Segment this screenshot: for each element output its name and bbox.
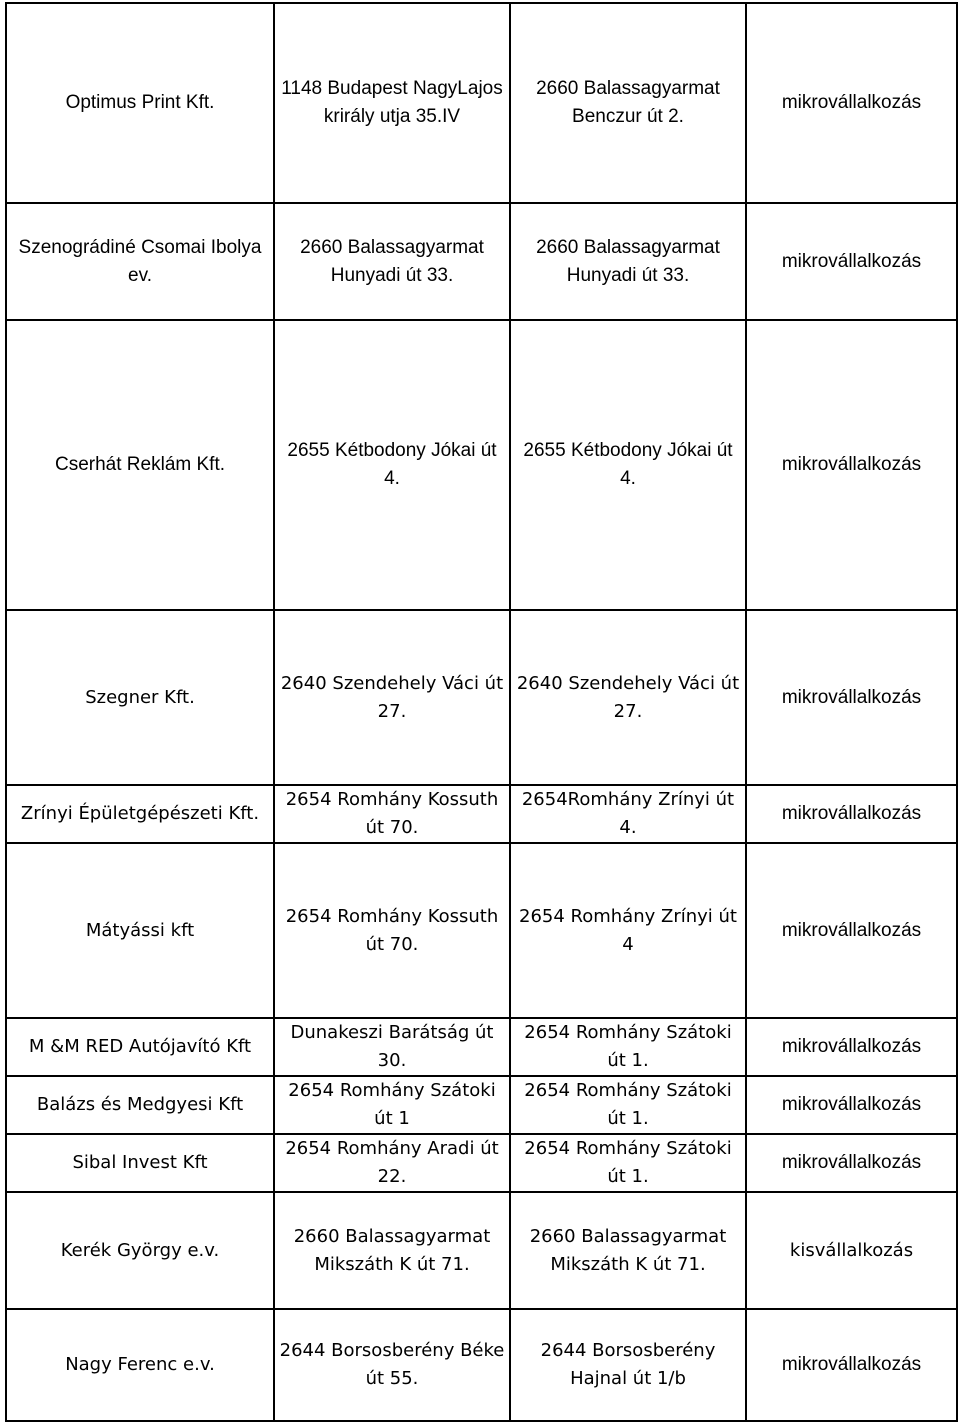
seat-address: 2660 Balassagyarmat Hunyadi út 33.	[274, 203, 510, 320]
table-row	[6, 1309, 957, 1421]
seat-address: 1148 Budapest NagyLajos krirály utja 35.IV	[274, 3, 510, 203]
seat-address: 2654 Romhány Szátoki út 1	[274, 1076, 510, 1134]
table-row	[6, 320, 957, 610]
table-row	[6, 610, 957, 785]
company-name: Mátyássi kft	[6, 843, 274, 1018]
table-row	[6, 1018, 957, 1076]
seat-address: 2660 Balassagyarmat Mikszáth K út 71.	[274, 1192, 510, 1309]
seat-address: 2644 Borsosberény Béke út 55.	[274, 1309, 510, 1421]
site-address: 2654 Romhány Szátoki út 1.	[510, 1134, 746, 1192]
company-name: Zrínyi Épületgépészeti Kft.	[6, 785, 274, 843]
seat-address: 2654 Romhány Kossuth út 70.	[274, 843, 510, 1018]
company-name: Szenográdiné Csomai Ibolya ev.	[6, 203, 274, 320]
company-name: Optimus Print Kft.	[6, 3, 274, 203]
enterprise-size: mikrovállalkozás	[746, 610, 957, 785]
seat-address: 2654 Romhány Kossuth út 70.	[274, 785, 510, 843]
enterprise-size: mikrovállalkozás	[746, 843, 957, 1018]
site-address: 2654 Romhány Szátoki út 1.	[510, 1076, 746, 1134]
table-row	[6, 1134, 957, 1192]
site-address: 2660 Balassagyarmat Mikszáth K út 71.	[510, 1192, 746, 1309]
seat-address: 2640 Szendehely Váci út 27.	[274, 610, 510, 785]
table-row	[6, 3, 957, 203]
enterprise-size: mikrovállalkozás	[746, 1309, 957, 1421]
company-name: M &M RED Autójavító Kft	[6, 1018, 274, 1076]
company-name: Balázs és Medgyesi Kft	[6, 1076, 274, 1134]
site-address: 2654Romhány Zrínyi út 4.	[510, 785, 746, 843]
seat-address: Dunakeszi Barátság út 30.	[274, 1018, 510, 1076]
company-name: Sibal Invest Kft	[6, 1134, 274, 1192]
table-row	[6, 785, 957, 843]
site-address: 2660 Balassagyarmat Hunyadi út 33.	[510, 203, 746, 320]
seat-address: 2654 Romhány Aradi út 22.	[274, 1134, 510, 1192]
company-table	[5, 2, 958, 1422]
enterprise-size: mikrovállalkozás	[746, 203, 957, 320]
company-name: Cserhát Reklám Kft.	[6, 320, 274, 610]
site-address: 2660 Balassagyarmat Benczur út 2.	[510, 3, 746, 203]
table-row	[6, 1076, 957, 1134]
company-name: Nagy Ferenc e.v.	[6, 1309, 274, 1421]
company-name: Kerék György e.v.	[6, 1192, 274, 1309]
site-address: 2644 Borsosberény Hajnal út 1/b	[510, 1309, 746, 1421]
table-row	[6, 843, 957, 1018]
enterprise-size: mikrovállalkozás	[746, 785, 957, 843]
enterprise-size: kisvállalkozás	[746, 1192, 957, 1309]
seat-address: 2655 Kétbodony Jókai út 4.	[274, 320, 510, 610]
site-address: 2655 Kétbodony Jókai út 4.	[510, 320, 746, 610]
table-row	[6, 203, 957, 320]
table-row	[6, 1192, 957, 1309]
site-address: 2654 Romhány Szátoki út 1.	[510, 1018, 746, 1076]
enterprise-size: mikrovállalkozás	[746, 3, 957, 203]
site-address: 2654 Romhány Zrínyi út 4	[510, 843, 746, 1018]
enterprise-size: mikrovállalkozás	[746, 1018, 957, 1076]
enterprise-size: mikrovállalkozás	[746, 320, 957, 610]
company-name: Szegner Kft.	[6, 610, 274, 785]
enterprise-size: mikrovállalkozás	[746, 1076, 957, 1134]
site-address: 2640 Szendehely Váci út 27.	[510, 610, 746, 785]
enterprise-size: mikrovállalkozás	[746, 1134, 957, 1192]
